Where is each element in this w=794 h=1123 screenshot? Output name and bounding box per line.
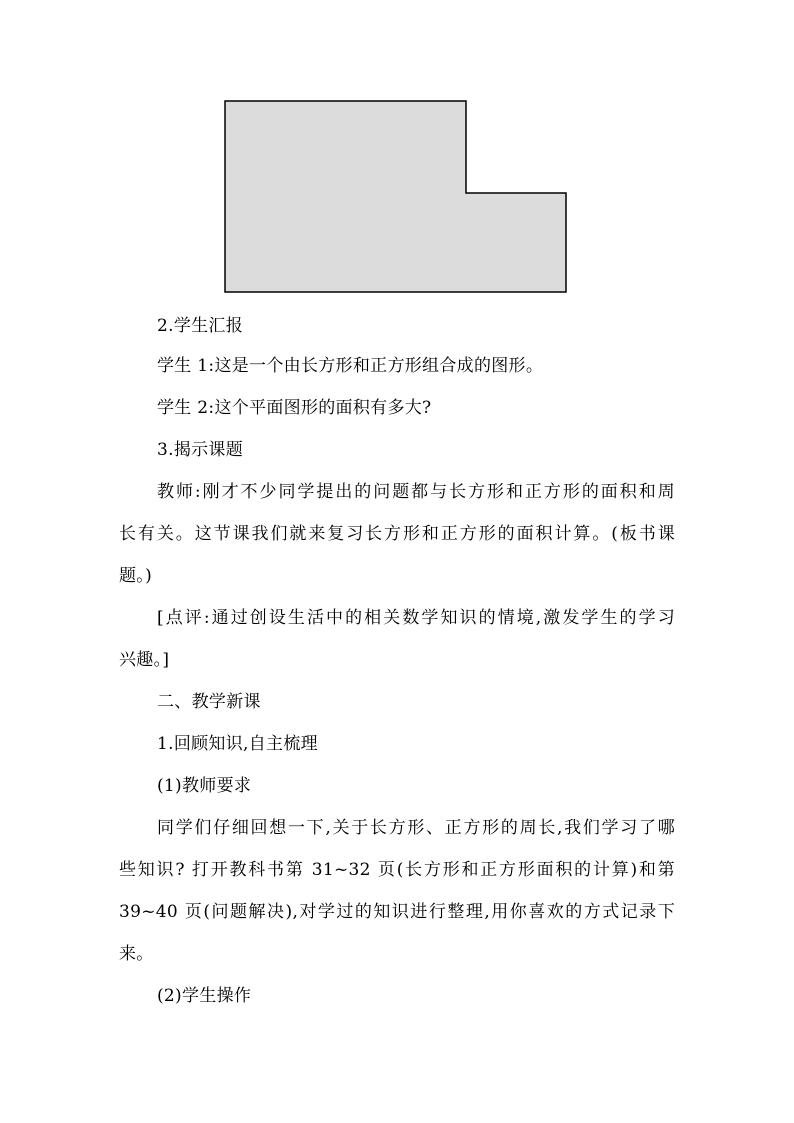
part-2-heading: 二、教学新课 xyxy=(157,692,261,712)
teacher-paragraph-line-1: 教师:刚才不少同学提出的问题都与长方形和正方形的面积和周 xyxy=(157,482,675,502)
teacher-requirement-heading: (1)教师要求 xyxy=(157,776,252,796)
teacher-paragraph-line-3: 题。) xyxy=(119,566,153,586)
instruction-paragraph-line-4: 来。 xyxy=(119,944,154,964)
subsection-1-heading: 1.回顾知识,自主梳理 xyxy=(157,734,318,754)
instruction-paragraph-line-1: 同学们仔细回想一下,关于长方形、正方形的周长,我们学习了哪 xyxy=(157,818,675,838)
instruction-paragraph-line-3: 39~40 页(问题解决),对学过的知识进行整理,用你喜欢的方式记录下 xyxy=(119,902,675,922)
student-operation-heading: (2)学生操作 xyxy=(157,986,252,1006)
instruction-paragraph-line-2: 些知识? 打开教科书第 31~32 页(长方形和正方形面积的计算)和第 xyxy=(119,860,675,880)
student-1-line: 学生 1:这是一个由长方形和正方形组合成的图形。 xyxy=(157,356,544,376)
teacher-paragraph-line-2: 长有关。这节课我们就来复习长方形和正方形的面积计算。(板书课 xyxy=(119,524,675,544)
section-3-heading: 3.揭示课题 xyxy=(157,440,244,460)
rectangle-square-composite-polygon xyxy=(225,101,566,292)
student-2-line: 学生 2:这个平面图形的面积有多大? xyxy=(157,398,432,418)
comment-line-1: [点评:通过创设生活中的相关数学知识的情境,激发学生的学习 xyxy=(157,608,675,628)
section-2-heading: 2.学生汇报 xyxy=(157,316,244,336)
comment-line-2: 兴趣。] xyxy=(119,650,170,670)
composite-shape-figure xyxy=(224,100,568,294)
